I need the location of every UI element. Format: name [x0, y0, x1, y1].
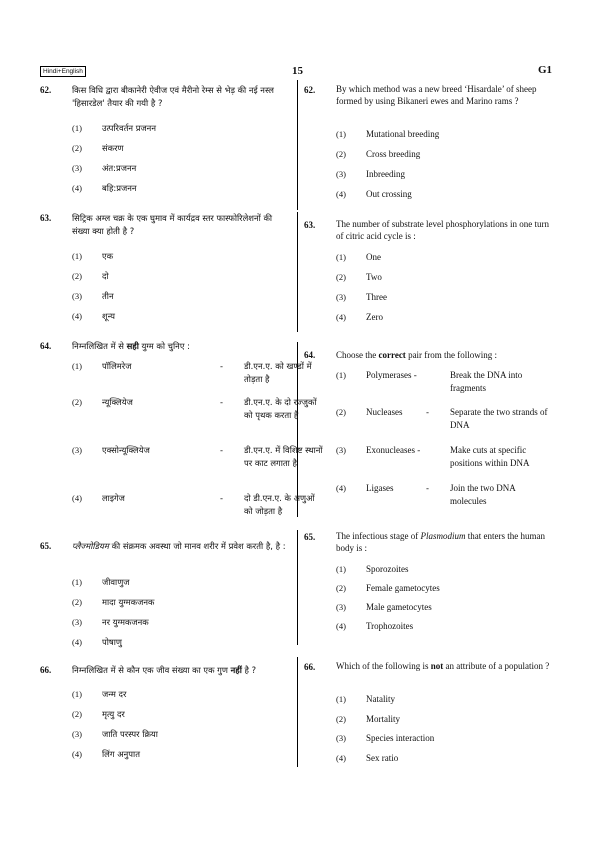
question-63-hindi: 63. सिट्रिक अम्ल चक्र के एक घुमाव में कार्यद्रव स्तर फास्फोरिलेशनों की संख्या क्या होती है ? (1) एक (2) दो (3) तीन (4) शून्य — [40, 212, 288, 330]
question-66-hindi: 66. निम्नलिखित में से कौन एक जीव संख्या का एक गुण नहीं है ? (1) जन्म दर (2) मृत्यु दर (3) जाति परस्पर क्रिया (4) लिंग अनुपात — [40, 664, 292, 769]
pair-option-4[interactable]: (4) लाइगेज - दो डी.एन.ए. के अणुओं को जोड़ता है — [72, 493, 315, 516]
question-number: 62. — [304, 85, 316, 95]
pair-option-3[interactable]: (3) एक्सोन्यूक्लियेज - डी.एन.ए. में विशिष्ट स्थानों पर काट लगाता है — [72, 445, 323, 468]
question-66-english: 66. Which of the following is not an attribute of a population ? (1) Natality (2) Mortality (3) Species interaction (4) Sex ratio — [304, 661, 556, 771]
pair-option-2[interactable]: (2) न्यूक्लियेज - डी.एन.ए. के दो रज्जुकों को पृथक करता है — [72, 397, 317, 420]
question-number: 65. — [304, 532, 316, 542]
pair-option-2[interactable]: (2) Nucleases - Separate the two strands of DNA — [336, 407, 548, 430]
question-number: 66. — [304, 662, 316, 672]
paper-code: G1 — [537, 64, 552, 76]
question-65-hindi: 65. प्लैज्मोडियम की संक्रमक अवस्था जो मानव शरीर में प्रवेश करती है, है : (1) जीवाणुज (2) मादा युग्मकजनक (3) नर युग्मकजनक (4) पोषाणु — [40, 540, 288, 655]
column-divider-1 — [297, 80, 298, 210]
question-text: Choose the correct pair from the following : — [336, 350, 498, 360]
pair-option-3[interactable]: (3) Exonucleases - Make cuts at specific positions within DNA — [336, 445, 530, 468]
question-text: निम्नलिखित में से सही युग्म को चुनिए : — [72, 341, 190, 351]
question-number: 65. — [40, 541, 52, 551]
question-text: Which of the following is not an attribute of a population ? — [336, 661, 550, 671]
pair-option-1[interactable]: (1) पॉलिमरेज - डी.एन.ए. को खण्डों में तोड़ता है — [72, 361, 312, 384]
question-text: प्लैज्मोडियम की संक्रमक अवस्था जो मानव शरीर में प्रवेश करती है, है : — [72, 541, 286, 551]
column-divider-2 — [297, 212, 298, 332]
pair-option-1[interactable]: (1) Polymerases - Break the DNA into fragments — [336, 370, 523, 393]
question-64-hindi — [40, 340, 323, 525]
question-text: The number of substrate level phosphorylations in one turn of citric acid cycle is : — [336, 219, 549, 241]
page-number: 15 — [292, 65, 303, 77]
column-divider-4 — [297, 530, 298, 645]
question-number: 66. — [40, 665, 52, 675]
language-tag: Hindi+English — [40, 66, 86, 77]
question-text: By which method was a new breed ‘Hisardale’ of sheep formed by using Bikaneri ewes and Marino rams ? — [336, 84, 537, 106]
question-62-hindi: 62. किस विधि द्वारा बीकानेरी ऐवीज एवं मैरीनो रेम्स से भेड़ की नई नस्ल 'हिसारडेल' तैयार की गयी है ? (1) उत्परिवर्तन प्रजनन (2) संकरण (3) अंत:प्रजनन (4) बहि:प्रजनन — [40, 84, 288, 204]
question-number: 62. — [40, 85, 52, 95]
question-64-english — [304, 349, 556, 519]
question-number: 64. — [304, 350, 316, 360]
question-number: 64. — [40, 341, 52, 351]
question-text: किस विधि द्वारा बीकानेरी ऐवीज एवं मैरीनो रेम्स से भेड़ की नई नस्ल 'हिसारडेल' तैयार की गयी है ? — [72, 85, 274, 108]
question-62-english: 62. By which method was a new breed ‘Hisardale’ of sheep formed by using Bikaneri ewes and Marino rams ? (1) Mutational breeding (2) Cross breeding (3) Inbreeding (4) Out crossing — [304, 84, 556, 206]
question-63-english: 63. The number of substrate level phosphorylations in one turn of citric acid cycle is : (1) One (2) Two (3) Three (4) Zero — [304, 219, 556, 327]
pair-option-4[interactable]: (4) Ligases - Join the two DNA molecules — [336, 483, 516, 506]
question-65-english: 65. The infectious stage of Plasmodium that enters the human body is : (1) Sporozoites (2) Female gametocytes (3) Male gametocytes (4) Trophozoites — [304, 531, 556, 641]
question-number: 63. — [40, 213, 52, 223]
question-text: निम्नलिखित में से कौन एक जीव संख्या का एक गुण नहीं है ? — [72, 665, 257, 675]
question-text: The infectious stage of Plasmodium that enters the human body is : — [336, 531, 545, 553]
column-divider-5 — [297, 657, 298, 767]
question-number: 63. — [304, 220, 316, 230]
question-text: सिट्रिक अम्ल चक्र के एक घुमाव में कार्यद्रव स्तर फास्फोरिलेशनों की संख्या क्या होती है ? — [72, 213, 273, 236]
